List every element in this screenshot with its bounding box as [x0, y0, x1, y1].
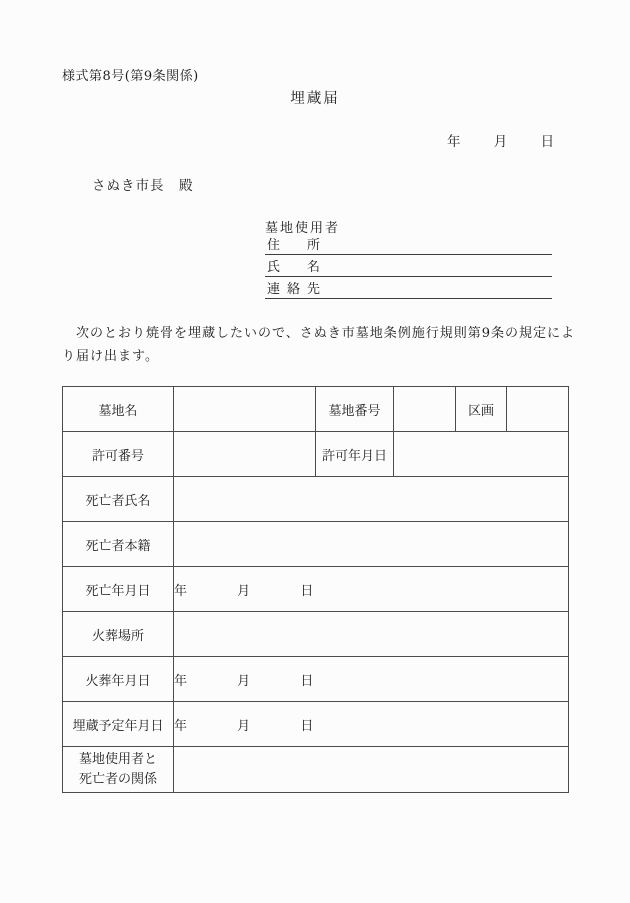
- table-row-cremation-date: [63, 657, 569, 702]
- date-month-label: 月: [493, 134, 508, 150]
- year-unit-label: 年: [174, 718, 188, 734]
- month-unit-label: 月: [237, 673, 251, 689]
- table-row-planned-burial-date: [63, 702, 569, 747]
- cemetery-name-value-cell: [174, 387, 316, 432]
- contact-label: [267, 278, 320, 297]
- body-text: [62, 322, 575, 368]
- date-day-label: 日: [540, 134, 555, 150]
- deceased-name-value-cell: [174, 477, 569, 522]
- table-row-cemetery-name: [63, 387, 569, 432]
- relationship-label-line-1: 墓地使用者と: [78, 751, 157, 767]
- addressee: さぬき市長 殿: [92, 178, 194, 194]
- name-label-char: 名: [306, 260, 320, 275]
- year-unit-label: 年: [174, 583, 188, 599]
- address-label-char: 所: [306, 238, 320, 253]
- burial-details-table: [62, 386, 569, 793]
- permit-number-value-cell: [174, 432, 316, 477]
- table-row-death-date: [63, 567, 569, 612]
- table-row-deceased-name: [63, 477, 569, 522]
- page-title: 埋蔵届: [290, 91, 340, 107]
- form-number: 様式第8号(第9条関係): [62, 69, 199, 84]
- address-label: [267, 234, 320, 253]
- death-date-label-cell: 死亡年月日: [63, 567, 174, 612]
- section-value-cell: [507, 387, 569, 432]
- permit-date-label-cell: 許可年月日: [316, 432, 394, 477]
- day-unit-label: 日: [300, 583, 314, 599]
- relationship-label-cell: [63, 747, 174, 793]
- cemetery-number-value-cell: [394, 387, 456, 432]
- relationship-label-line-2: 死亡者の関係: [78, 771, 157, 787]
- submission-date-line: [447, 130, 554, 150]
- year-unit-label: 年: [174, 673, 188, 689]
- contact-label-char: 連: [267, 282, 281, 297]
- death-date-value-cell: [174, 567, 569, 612]
- contact-label-char: 先: [306, 282, 320, 297]
- month-unit-label: 月: [237, 583, 251, 599]
- contact-label-char: 絡: [286, 282, 300, 297]
- cremation-place-label-cell: 火葬場所: [63, 612, 174, 657]
- contact-field-line: [265, 277, 552, 299]
- table-row-deceased-domicile: [63, 522, 569, 567]
- applicant-section-heading: 墓地使用者: [265, 221, 341, 236]
- table-row-relationship: [63, 747, 569, 793]
- name-label-char: 氏: [267, 260, 281, 275]
- cremation-place-value-cell: [174, 612, 569, 657]
- cemetery-number-label-cell: 墓地番号: [316, 387, 394, 432]
- address-field-line: [265, 233, 552, 255]
- name-field-line: [265, 255, 552, 277]
- day-unit-label: 日: [300, 673, 314, 689]
- body-line-2: り届け出ます。: [62, 349, 159, 364]
- table-row-permit: [63, 432, 569, 477]
- day-unit-label: 日: [300, 718, 314, 734]
- permit-date-value-cell: [394, 432, 569, 477]
- body-line-1: 次のとおり焼骨を埋蔵したいので、さぬき市墓地条例施行規則第9条の規定によ: [62, 326, 576, 341]
- planned-burial-date-value-cell: [174, 702, 569, 747]
- deceased-domicile-value-cell: [174, 522, 569, 567]
- month-unit-label: 月: [237, 718, 251, 734]
- cremation-date-value-cell: [174, 657, 569, 702]
- permit-number-label-cell: 許可番号: [63, 432, 174, 477]
- cemetery-name-label-cell: 墓地名: [63, 387, 174, 432]
- table-row-cremation-place: [63, 612, 569, 657]
- address-label-char: 住: [267, 238, 281, 253]
- cremation-date-label-cell: 火葬年月日: [63, 657, 174, 702]
- planned-burial-date-label-cell: 埋蔵予定年月日: [63, 702, 174, 747]
- relationship-value-cell: [174, 747, 569, 793]
- deceased-name-label-cell: 死亡者氏名: [63, 477, 174, 522]
- section-label-cell: 区画: [456, 387, 507, 432]
- date-year-label: 年: [447, 134, 461, 150]
- deceased-domicile-label-cell: 死亡者本籍: [63, 522, 174, 567]
- name-label: [267, 256, 320, 275]
